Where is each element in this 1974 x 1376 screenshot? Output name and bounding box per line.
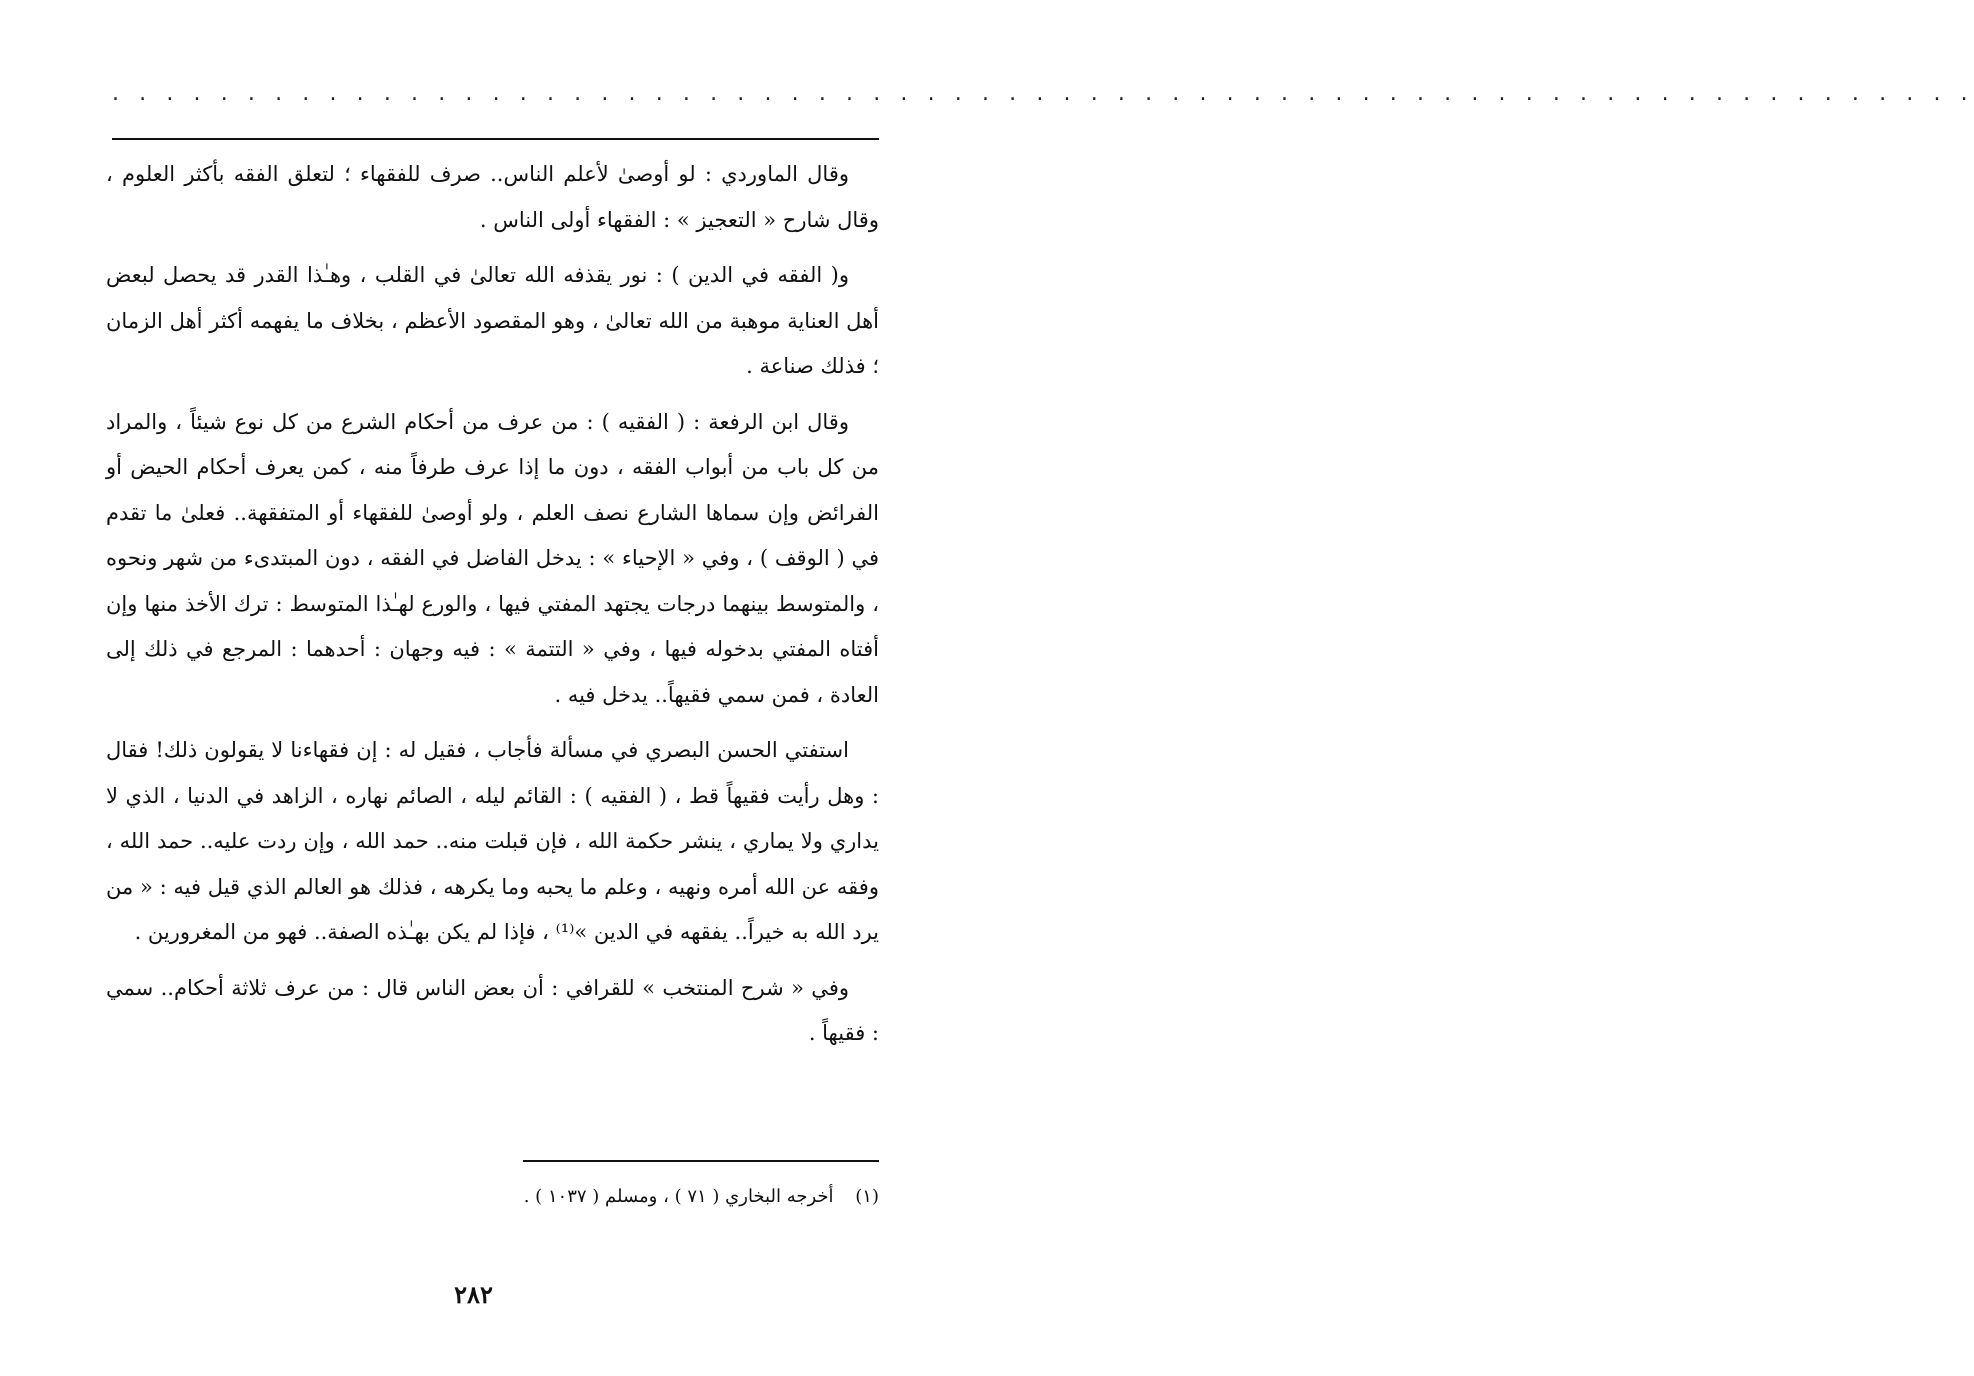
paragraph-sharh-al-muntakhab: وفي « شرح المنتخب » للقرافي : أن بعض الناس قال : من عرف ثلاثة أحكام.. سمي : فقيهاً . [106, 975, 879, 1045]
page-number: ٢٨٢ [454, 1280, 493, 1309]
paragraph-fiqh-in-religion: و( الفقه في الدين ) : نور يقذفه الله تعالىٰ في القلب ، وهـٰذا القدر قد يحصل لبعض أهل العناية موهبة من الله تعالىٰ ، وهو المقصود الأعظم ، بخلاف ما يفهمه أكثر أهل الزمان ؛ فذلك صناعة . [106, 263, 879, 378]
header-dotted-line: . . . . . . . . . . . . . . . . . . . . . . . . . . . . . . . . . . . . . . . . . . . . . . . . . . . . . . . . . . . . . . . . . . . . . [112, 81, 1974, 106]
paragraph-hasan-basri: استفتي الحسن البصري في مسألة فأجاب ، فقيل له : إن فقهاءنا لا يقولون ذلك! فقال : وهل رأيت فقيهاً قط ، ( الفقيه ) : القائم ليله ، الصائم نهاره ، الزاهد في الدنيا ، الذي لا يداري ولا يماري ، ينشر حكمة الله ، فإن قبلت منه.. حمد الله ، وإن ردت عليه.. حمد الله ، وفقه عن الله أمره ونهيه ، وعلم ما يحبه وما يكرهه ، فذلك هو العالم الذي قيل فيه : « من يرد الله به خيراً.. يفقهه في الدين »⁽¹⁾ ، فإذا لم يكن بهـٰذه الصفة.. فهو من المغرورين . [106, 738, 879, 944]
footnote [112, 1182, 879, 1212]
footnote-text: أخرجه البخاري ( ٧١ ) ، ومسلم ( ١٠٣٧ ) . [523, 1186, 834, 1207]
header-rule [112, 138, 879, 140]
paragraph-ibn-al-rifaa: وقال ابن الرفعة : ( الفقيه ) : من عرف من أحكام الشرع من كل نوع شيئاً ، والمراد من كل باب من أبواب الفقه ، دون ما إذا عرف طرفاً منه ، كمن يعرف أحكام الحيض أو الفرائض وإن سماها الشارع نصف العلم ، ولو أوصىٰ للفقهاء أو المتفقهة.. فعلىٰ ما تقدم في ( الوقف ) ، وفي « الإحياء » : يدخل الفاضل في الفقه ، دون المبتدىء من شهر ونحوه ، والمتوسط بينهما درجات يجتهد المفتي فيها ، والورع لهـٰذا المتوسط : ترك الأخذ منها وإن أفتاه المفتي بدخوله فيها ، وفي « التتمة » : فيه وجهان : أحدهما : المرجع في ذلك إلى العادة ، فمن سمي فقيهاً.. يدخل فيه . [106, 409, 879, 707]
footnote-rule [523, 1160, 879, 1162]
main-text [106, 152, 879, 1067]
footnote-number: (١) [855, 1186, 879, 1207]
paragraph-mawardi: وقال الماوردي : لو أوصىٰ لأعلم الناس.. صرف للفقهاء ؛ لتعلق الفقه بأكثر العلوم ، وقال شارح « التعجيز » : الفقهاء أولى الناس . [106, 162, 879, 232]
